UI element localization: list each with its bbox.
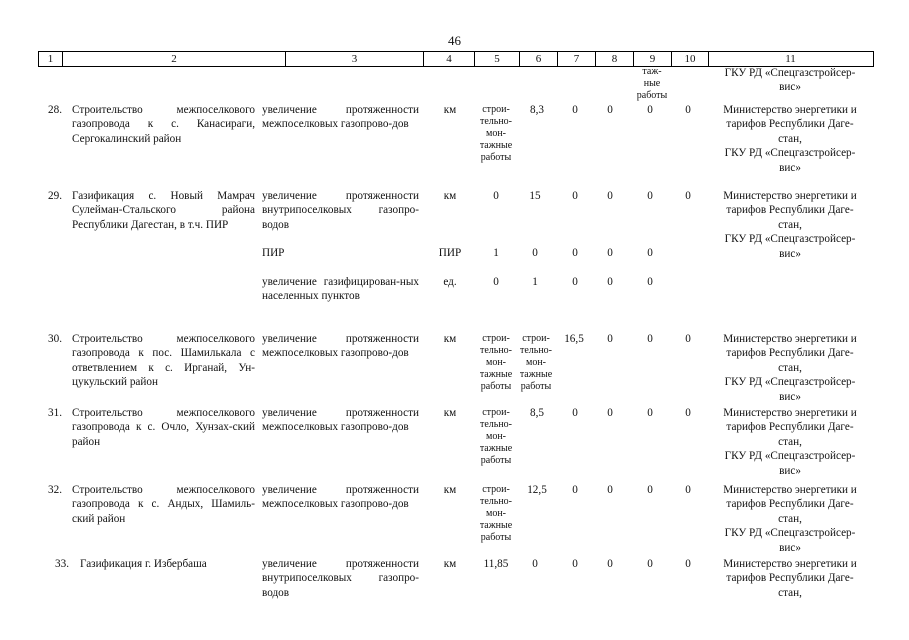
subrow-col5: 0: [493, 276, 499, 288]
row-number: 28.: [48, 104, 62, 116]
header-col-9: 9: [649, 53, 656, 65]
carryover-col9: таж- ные работы: [636, 66, 668, 101]
row-col9: 0: [647, 190, 653, 202]
row-indicator: увеличение протяженности межпоселковых газопрово-дов: [262, 333, 419, 360]
row-col10: 0: [685, 190, 691, 202]
row-col7: 0: [572, 104, 578, 116]
row-name: Строительство межпоселкового газопровода к с. Канасираги, Сергокалинский район: [72, 104, 255, 145]
row-number: 29.: [48, 190, 62, 202]
header-col-2: 2: [171, 53, 177, 65]
row-name: Строительство межпоселкового газопровода к с. Андых, Шамиль-ский район: [72, 484, 255, 525]
carryover-col11: ГКУ РД «Спецгазстройсер- вис»: [724, 67, 856, 94]
row-unit: км: [443, 104, 457, 116]
row-col5: строи- тельно- мон- тажные работы: [479, 104, 513, 163]
row-name: Строительство межпоселкового газопровода к пос. Шамилькала с ответвлением к с. Ирганай, Ун-цукульский район: [72, 333, 255, 389]
row-col6: 8,3: [530, 104, 544, 116]
row-col9: 0: [647, 484, 653, 496]
subrow-indicator: ПИР: [262, 247, 285, 259]
row-name: Строительство межпоселкового газопровода к с. Очло, Хунзах-ский район: [72, 407, 255, 448]
subrow-col6: 1: [532, 276, 538, 288]
row-col7: 0: [572, 190, 578, 202]
row-number: 33.: [55, 558, 69, 570]
row-col8: 0: [607, 104, 613, 116]
row-col5: строи- тельно- мон- тажные работы: [479, 333, 513, 392]
row-col9: 0: [647, 333, 653, 345]
row-col10: 0: [685, 558, 691, 570]
row-col6: 0: [532, 558, 538, 570]
header-col-11: 11: [785, 53, 796, 65]
row-col8: 0: [607, 190, 613, 202]
row-col8: 0: [607, 558, 613, 570]
row-col10: 0: [685, 407, 691, 419]
header-col-6: 6: [535, 53, 542, 65]
row-col10: 0: [685, 104, 691, 116]
row-col7: 0: [572, 407, 578, 419]
subrow-col8: 0: [607, 276, 613, 288]
row-col6: строи- тельно- мон- тажные работы: [519, 333, 553, 392]
row-col9: 0: [647, 407, 653, 419]
subrow-col7: 0: [572, 276, 578, 288]
row-number: 31.: [48, 407, 62, 419]
row-col5: строи- тельно- мон- тажные работы: [479, 484, 513, 543]
row-col5: строи- тельно- мон- тажные работы: [479, 407, 513, 466]
row-col10: 0: [685, 484, 691, 496]
header-col-7: 7: [573, 53, 580, 65]
header-col-5: 5: [494, 53, 500, 65]
row-number: 30.: [48, 333, 62, 345]
row-col7: 16,5: [564, 333, 584, 345]
row-indicator: увеличение протяженности внутрипоселковых газопро-водов: [262, 190, 419, 231]
row-executor: Министерство энергетики и тарифов Республики Даге- стан,: [723, 558, 857, 599]
row-col5: 0: [493, 190, 499, 202]
header-col-1: 1: [47, 53, 54, 65]
row-col5: 11,85: [483, 558, 509, 570]
row-indicator: увеличение протяженности межпоселковых газопрово-дов: [262, 407, 419, 434]
subrow-col7: 0: [572, 247, 578, 259]
row-col9: 0: [647, 104, 653, 116]
header-col-8: 8: [611, 53, 618, 65]
row-col6: 8,5: [530, 407, 544, 419]
header-col-3: 3: [351, 53, 358, 65]
row-unit: км: [443, 558, 457, 570]
row-col8: 0: [607, 484, 613, 496]
row-unit: км: [443, 190, 457, 202]
subrow-indicator: увеличение газифицирован-ных населенных пунктов: [262, 276, 419, 303]
row-executor: Министерство энергетики и тарифов Республики Даге- стан, ГКУ РД «Спецгазстройсер- вис»: [723, 104, 857, 174]
subrow-unit: ед.: [443, 276, 457, 288]
row-indicator: увеличение протяженности внутрипоселковых газопро-водов: [262, 558, 419, 599]
row-indicator: увеличение протяженности межпоселковых газопрово-дов: [262, 104, 419, 131]
subrow-col9: 0: [647, 276, 653, 288]
row-name: Газификация г. Избербаша: [80, 558, 207, 570]
subrow-col8: 0: [607, 247, 613, 259]
row-executor: Министерство энергетики и тарифов Республики Даге- стан, ГКУ РД «Спецгазстройсер- вис»: [723, 484, 857, 554]
row-number: 32.: [48, 484, 62, 496]
row-executor: Министерство энергетики и тарифов Республики Даге- стан, ГКУ РД «Спецгазстройсер- вис»: [723, 333, 857, 403]
row-executor: Министерство энергетики и тарифов Республики Даге- стан, ГКУ РД «Спецгазстройсер- вис»: [723, 407, 857, 477]
row-col6: 12,5: [527, 484, 547, 496]
row-executor: Министерство энергетики и тарифов Республики Даге- стан, ГКУ РД «Спецгазстройсер- вис»: [723, 190, 857, 260]
row-col6: 15: [529, 190, 541, 202]
row-name: Газификация с. Новый Мамрач Сулейман-Стальского района Республики Дагестан, в т.ч. ПИР: [72, 190, 255, 231]
subrow-col9: 0: [647, 247, 653, 259]
row-unit: км: [443, 484, 457, 496]
row-indicator: увеличение протяженности межпоселковых газопрово-дов: [262, 484, 419, 511]
row-col7: 0: [572, 484, 578, 496]
row-unit: км: [443, 407, 457, 419]
subrow-col5: 1: [493, 247, 499, 259]
page-number: 46: [448, 33, 461, 48]
row-col8: 0: [607, 407, 613, 419]
header-col-4: 4: [446, 53, 452, 65]
row-col9: 0: [647, 558, 653, 570]
header-col-10: 10: [684, 53, 696, 65]
subrow-col6: 0: [532, 247, 538, 259]
table-header: [38, 51, 874, 67]
subrow-unit: ПИР: [438, 247, 462, 259]
row-unit: км: [443, 333, 457, 345]
row-col8: 0: [607, 333, 613, 345]
row-col10: 0: [685, 333, 691, 345]
row-col7: 0: [572, 558, 578, 570]
